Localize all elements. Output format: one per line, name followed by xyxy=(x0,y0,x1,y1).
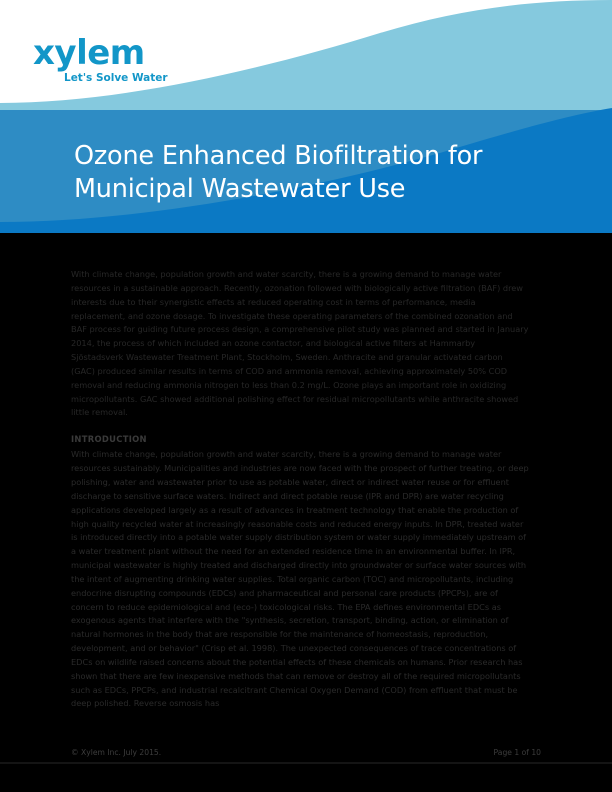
logo-wordmark: xylem xyxy=(33,33,145,73)
page-title-line-1: Ozone Enhanced Biofiltration for xyxy=(74,141,483,171)
section-body-introduction: With climate change, population growth and water scarcity, there is a growing demand to manage water resources sustainably. Municipalities and industries are now faced with the prospect of further treating, or deep polishing, water and wastewater prior to use as potable water, direct or indirect water reuse or for effluent discharge to sensitive surface waters. Indirect and direct potable reuse (IPR and DPR) are water recycling applications developed largely as a result of advances in treatment technology that enable the production of high quality recycled water at increasingly reasonable costs and reduced energy inputs. In DPR, treated water is introduced directly into a potable water supply distribution system or water supply immediately upstream of a water treatment plant without the need for an extended residence time in an environmental buffer. In IPR, municipal wastewater is highly treated and discharged directly into groundwater or surface water sources with the intent of augmenting drinking water supplies. Total organic carbon (TOC) and micropollutants, including endocrine disrupting compounds (EDCs) and pharmaceutical and personal care products (PPCPs), are of concern to reduce epidemiological and (eco-) toxicological risks. The EPA defines environmental EDCs as exogenous agents that interfere with the "synthesis, secretion, transport, binding, action, or elimination of natural hormones in the body that are responsible for the maintenance of homeostasis, reproduction, development, and or behavior" (Crisp et al. 1998). The unexpected consequences of trace concentrations of EDCs on wildlife raised concerns about the potential effects of these chemicals on humans. Prior research has shown that there are few inexpensive methods that can remove or destroy all of the required micropollutants such as EDCs, PPCPs, and industrial recalcitrant Chemical Oxygen Demand (COD) from effluent that must be deep polished. Reverse osmosis has xyxy=(71,449,529,709)
page-title xyxy=(74,140,554,206)
footer-page-number: Page 1 of 10 xyxy=(493,748,541,757)
footer-copyright: © Xylem Inc. July 2015. xyxy=(71,748,162,757)
abstract-paragraph: With climate change, population growth and water scarcity, there is a growing demand to manage water resources in a sustainable approach. Recently, ozonation followed with biologically active filtration (BAF) drew interests due to their synergistic effects at reduced operating cost in terms of performance, media replacement, and ozone dosage. To investigate these operating parameters of the combined ozonation and BAF process for guiding future process design, a comprehensive pilot study was planned and started in January 2014, the process of which included an ozone contactor, and biological active filters at Hammarby Sjöstadsverk Wastewater Treatment Plant, Stockholm, Sweden. Anthracite and granular activated carbon (GAC) produced similar results in terms of COD and ammonia removal, achieving approximately 50% COD removal and reducing ammonia nitrogen to less than 0.2 mg/L. Ozone plays an important role in oxidizing micropollutants. GAC showed additional polishing effect for residual micropollutants while anthracite showed little removal. xyxy=(71,269,529,418)
logo-tagline: Let's Solve Water xyxy=(64,72,168,84)
page-title-line-2: Municipal Wastewater Use xyxy=(74,174,406,204)
page-footer xyxy=(71,749,541,763)
section-heading-introduction: INTRODUCTION xyxy=(71,434,147,445)
xylem-logo[interactable] xyxy=(33,33,253,84)
document-content xyxy=(71,268,529,711)
footer-divider xyxy=(0,762,612,764)
header-banner xyxy=(0,0,612,233)
